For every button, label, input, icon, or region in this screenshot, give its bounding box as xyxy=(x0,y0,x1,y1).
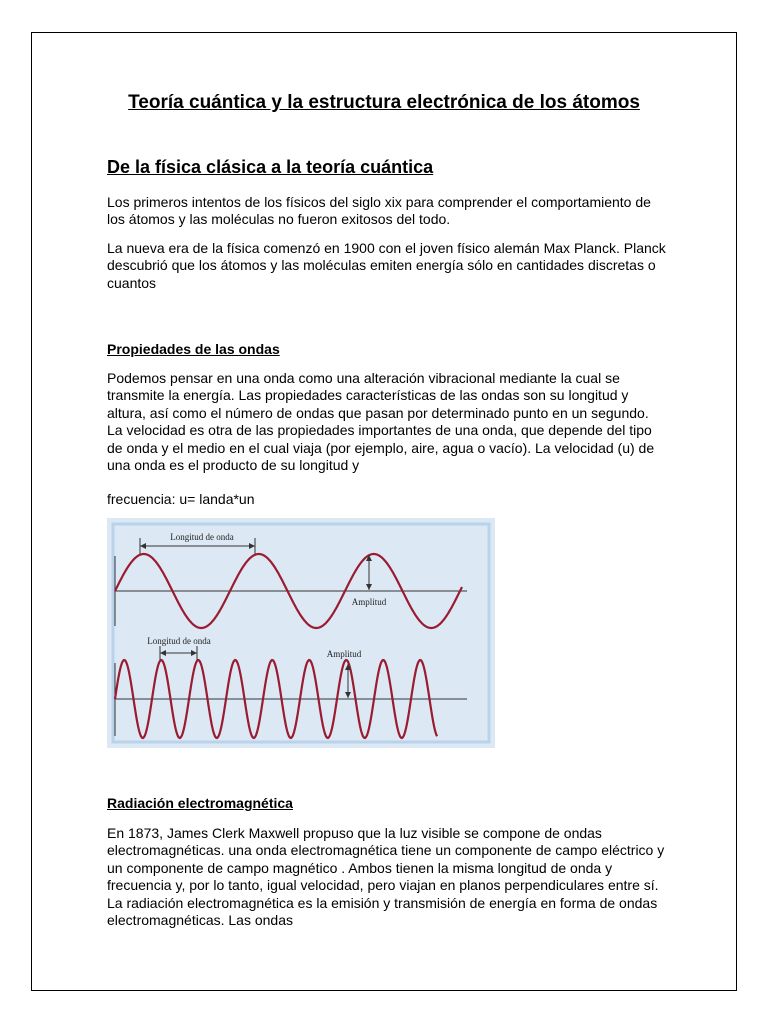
document-title: Teoría cuántica y la estructura electrónica de los átomos xyxy=(128,92,640,113)
paragraph-planck: La nueva era de la física comenzó en 1900 con el joven físico alemán Max Planck. Planck descubrió que los átomos y las moléculas emiten energía sólo en cantidades discretas o cuantos xyxy=(107,240,666,291)
section-heading-electromagnetic-radiation: Radiación electromagnética xyxy=(107,795,293,811)
paragraph-wave-description: Podemos pensar en una onda como una alteración vibracional mediante la cual se transmite la energía. Las propiedades características de las ondas son su longitud y altura, así como el número de ondas que pasan por determinado punto en un segundo. La velocidad es otra de las propiedades importantes de una onda, que depende del tipo de onda y el medio en el cual viaja (por ejemplo, aire, agua o vacío). La velocidad (u) de una onda es el producto de su longitud y xyxy=(107,370,655,474)
bottom-wavelength-label: Longitud de onda xyxy=(147,636,211,646)
section-heading-classical-to-quantum: De la física clásica a la teoría cuántica xyxy=(107,157,434,177)
top-wavelength-label: Longitud de onda xyxy=(170,532,234,542)
paragraph-maxwell: En 1873, James Clerk Maxwell propuso que la luz visible se compone de ondas electromagnéticas. una onda electromagnética tiene un componente de campo eléctrico y un componente de campo magnético . Ambos tienen la misma longitud de onda y frecuencia y, por lo tanto, igual velocidad, pero viajan en planos perpendiculares entre sí. La radiación electromagnética es la emisión y transmisión de energía en forma de ondas electromagnéticas. Las ondas xyxy=(107,825,665,929)
paragraph-frequency-formula: frecuencia: u= landa*un xyxy=(107,491,255,507)
wave-diagram-figure xyxy=(107,518,495,748)
bottom-amplitude-label: Amplitud xyxy=(326,649,362,659)
section-heading-wave-properties: Propiedades de las ondas xyxy=(107,341,280,357)
top-amplitude-label: Amplitud xyxy=(351,597,387,607)
figure-background xyxy=(107,518,495,748)
wave-diagram xyxy=(107,518,495,748)
paragraph-early-attempts: Los primeros intentos de los físicos del siglo xix para comprender el comportamiento de los átomos y las moléculas no fueron exitosos del todo. xyxy=(107,194,651,228)
